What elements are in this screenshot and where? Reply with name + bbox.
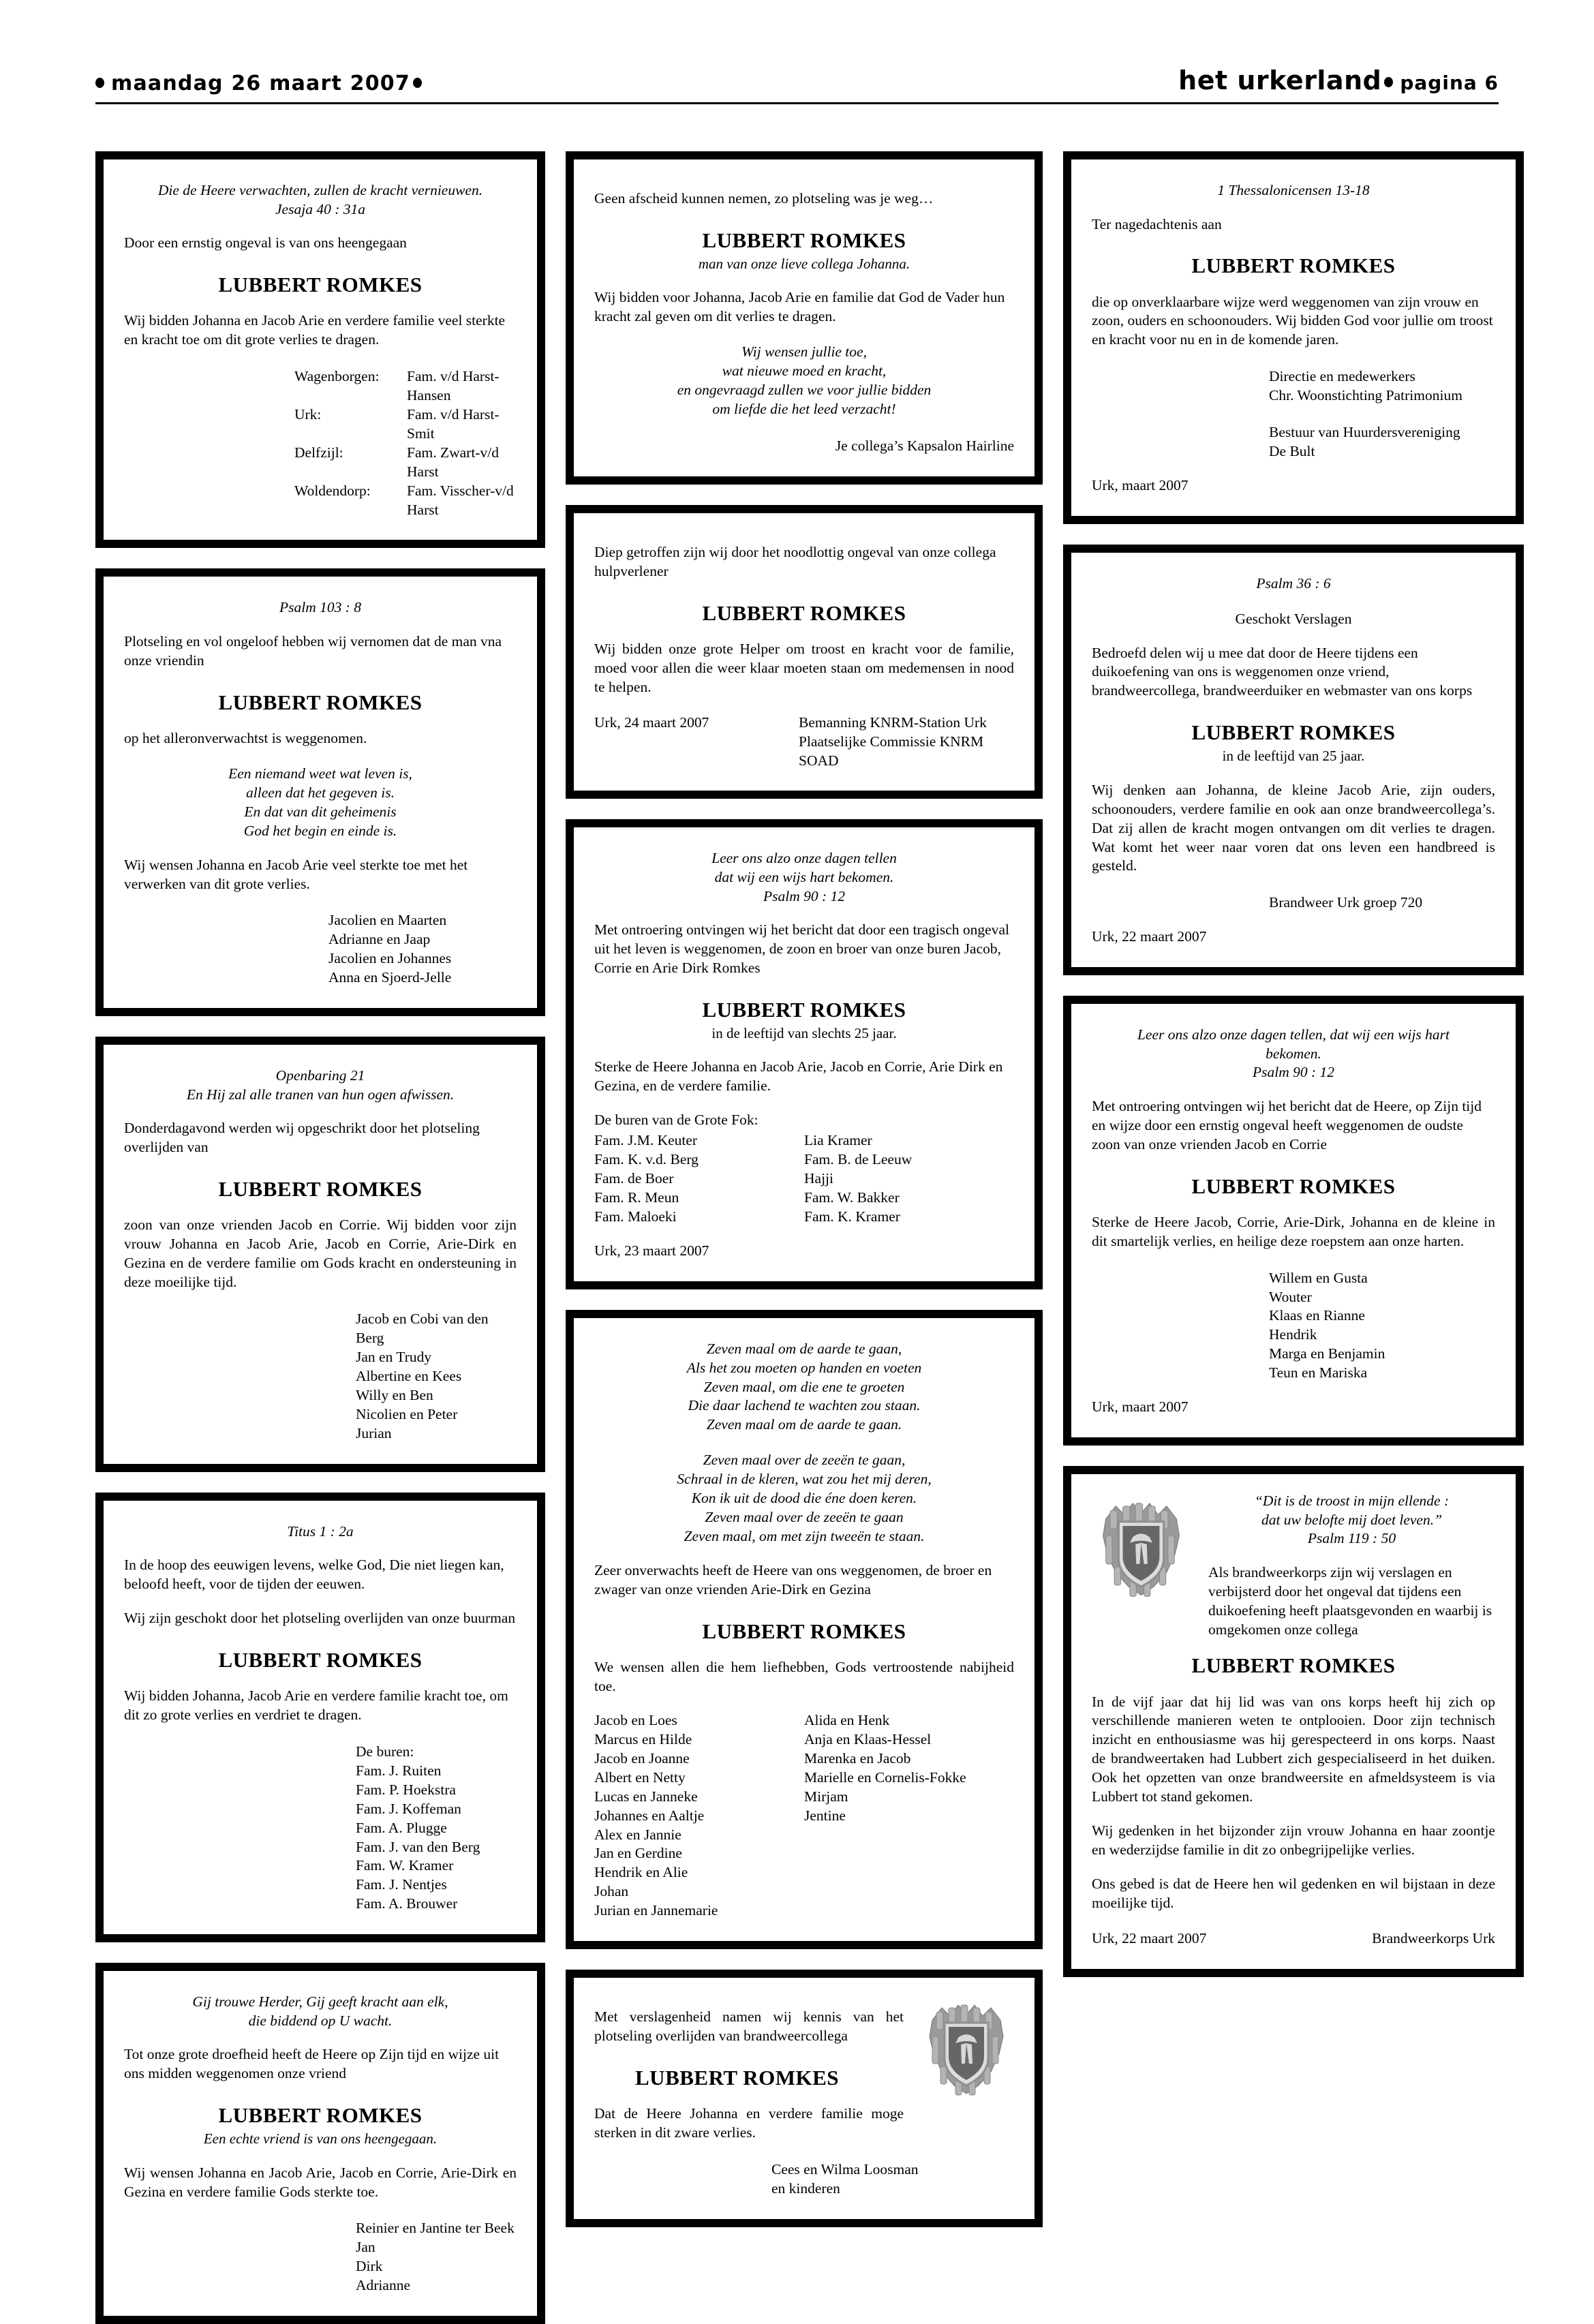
signer-name: Lucas en Janneke (594, 1788, 698, 1805)
signers-right (804, 1711, 1014, 1921)
poem-line: wat nieuwe moed en kracht, (722, 363, 887, 380)
place-date: Urk, 24 maart 2007 (594, 714, 709, 731)
poem-line: Zeven maal over de zeeën te gaan, (703, 1452, 906, 1469)
poem-line: Zeven maal om de aarde te gaan. (706, 1416, 902, 1433)
verse-reference: 1 Thessalonicensen 13-18 (1217, 182, 1370, 198)
poem-line: Die daar lachend te wachten zou staan. (688, 1397, 921, 1414)
fire-brigade-crest-icon (1092, 1492, 1191, 1606)
signers (124, 1310, 517, 1443)
deceased-name: LUBBERT ROMKES (1191, 1653, 1396, 1678)
signer-name: Johan (594, 1883, 629, 1900)
signer-name: Jacob en Cobi van den Berg (356, 1310, 489, 1346)
signer-name: Directie en medewerkers (1269, 368, 1415, 385)
place-date: Urk, 23 maart 2007 (594, 1242, 709, 1259)
intro-text: In de hoop des eeuwigen levens, welke God, Die niet liegen kan, beloofd heeft, voor de tijden der eeuwen. (124, 1557, 504, 1592)
verse-reference: Psalm 90 : 12 (763, 887, 846, 904)
signer-name: De Bult (1269, 443, 1315, 460)
bible-verse (1092, 181, 1495, 200)
place-date: Urk, maart 2007 (1092, 1398, 1189, 1416)
body-text: Wij denken aan Johanna, de kleine Jacob Arie, zijn ouders, schoonouders, verdere familie en ook aan onze brandweercollega’s. Dat zij allen de kracht mogen ontvangen om dit verlies te dragen. Wat komt het weer naar voren dat ons leven een handbreed is gesteld. (1092, 781, 1495, 874)
obituary-card (566, 151, 1043, 485)
signers (1372, 1929, 1495, 1948)
signer-name: Jan (356, 2239, 375, 2256)
obituary-card (566, 819, 1043, 1289)
neighbour-name: Fam. W. Bakker (804, 1189, 900, 1206)
signer-family: Fam. v/d Harst-Hansen (407, 367, 500, 403)
body-line: die op onverklaarbare wijze werd weggenomen van zijn vrouw (1092, 293, 1462, 310)
verse-line: Leer ons alzo onze dagen tellen (711, 850, 897, 867)
bible-verse (594, 849, 1014, 906)
verse-reference: Psalm 36 : 6 (1256, 575, 1331, 592)
neighbours-heading: De buren van de Grote Fok: (594, 1112, 758, 1129)
signer-name: Brandweer Urk groep 720 (1269, 894, 1423, 911)
signer-name: Marcus en Hilde (594, 1730, 692, 1747)
signer-name: Jurian (356, 1424, 392, 1441)
signer-name: Albertine en Kees (356, 1367, 462, 1384)
crest-and-verse (1092, 1492, 1495, 1639)
signer-name: Anja en Klaas-Hessel (804, 1730, 932, 1747)
bullet-dot-icon (1384, 77, 1393, 87)
signer-name: Anna en Sjoerd-Jelle (328, 969, 452, 986)
body-text: Wij bidden Johanna en Jacob Arie en verdere familie veel sterkte en kracht toe om dit grote verlies te dragen. (124, 312, 506, 348)
signers (594, 437, 1014, 456)
verse-line: En Hij zal alle tranen van hun ogen afwissen. (186, 1086, 455, 1103)
signer-name: Plaatselijke Commissie KNRM (799, 733, 984, 750)
poem-line: alleen dat het gegeven is. (246, 784, 395, 801)
signers (1092, 1269, 1495, 1383)
poem-line: God het begin en einde is. (243, 822, 397, 839)
obituary-card (1063, 545, 1524, 975)
intro-text: Met ontroering ontvingen wij het bericht dat de Heere, op Zijn tijd en wijze door een ernstig ongeval heeft weggenomen de oudste zoon van onze vrienden Jacob en Corrie (1092, 1097, 1482, 1152)
intro-text: Met verslagenheid namen wij kennis van het plotseling overlijden van brandweercollega (594, 2008, 904, 2045)
signers-heading: De buren: (356, 1743, 414, 1760)
obituary-card (566, 1310, 1043, 1950)
signer-name: Fam. P. Hoekstra (356, 1781, 456, 1798)
body-text: Wij wensen Johanna en Jacob Arie, Jacob en Corrie, Arie-Dirk en Gezina en verdere familie Gods sterkte toe. (124, 2164, 517, 2200)
masthead (95, 0, 1499, 134)
signer-name: Johannes en Aaltje (594, 1807, 705, 1824)
neighbour-name: Fam. K. v.d. Berg (594, 1150, 699, 1167)
verse-reference: Psalm 119 : 50 (1307, 1530, 1396, 1547)
intro-text: Tot onze grote droefheid heeft de Heere op Zijn tijd en wijze uit ons midden weggenomen onze vriend (124, 2046, 500, 2082)
intro-text: Als brandweerkorps zijn wij verslagen en verbijsterd door het ongeval dat tijdens een duikoefening heeft plaatsgevonden en waarbij is omgekomen onze collega (1208, 1563, 1492, 1638)
poem-line: En dat van dit geheimenis (244, 803, 397, 820)
place-date: Urk, 22 maart 2007 (1092, 928, 1207, 945)
obituary-card (95, 1493, 545, 1943)
body-text: In de vijf jaar dat hij lid was van ons korps heeft hij zich op verschillende manieren weten te ontplooien. Door zijn technisch inzicht en enthousiasme was hij gerespecteerd in ons korps. Naast de brandweertaken had Lubbert zich gespecialiseerd in het duiken. Ook het opzetten van onze brandweersite en afmeldsysteem is via Lubbert tot stand gekomen. (1092, 1693, 1495, 1805)
verse-reference: Titus 1 : 2a (287, 1523, 354, 1540)
intro-text: Donderdagavond werden wij opgeschrikt door het plotseling overlijden van (124, 1120, 480, 1156)
subheading: Geschokt Verslagen (1235, 610, 1352, 627)
poem-line: Wij wensen jullie toe, (741, 343, 867, 361)
signer-name: Chr. Woonstichting Patrimonium (1269, 387, 1462, 404)
intro-text: Door een ernstig ongeval is van ons heengegaan (124, 234, 407, 251)
signer-name: Hendrik en Alie (594, 1864, 688, 1881)
signer-name: Jan en Gerdine (594, 1845, 682, 1862)
masthead-date (95, 72, 429, 95)
poem-line: Als het zou moeten op handen en voeten (686, 1359, 922, 1376)
obituary-card (1063, 996, 1524, 1446)
intro-text: Met ontroering ontvingen wij het bericht dat door een tragisch ongeval uit het leven is weggenomen, de zoon en broer van onze buren Jacob, Corrie en Arie Dirk Romkes (594, 921, 1009, 976)
signer-name: Fam. J. van den Berg (356, 1838, 480, 1855)
poem-line: Zeven maal, om met zijn tweeën te staan. (684, 1528, 925, 1545)
signer-name: Cees en Wilma Loosman (771, 2161, 919, 2178)
signers-list (594, 1711, 1014, 1921)
signer-name: SOAD (799, 752, 839, 769)
signers (124, 2219, 517, 2295)
poem-line: om liefde die het leed verzacht! (712, 401, 896, 418)
body-text: Sterke de Heere Jacob, Corrie, Arie-Dirk, Johanna en de kleine in dit smartelijk verlies, en heilige deze roepstem aan onze harten. (1092, 1213, 1495, 1249)
poem-line: Kon ik uit de dood die éne doen keren. (691, 1490, 917, 1507)
intro-text (594, 189, 1014, 209)
deceased-name: LUBBERT ROMKES (1191, 254, 1396, 278)
signer-name: Je collega’s Kapsalon Hairline (835, 437, 1014, 454)
signer-place: Wagenborgen: (294, 367, 380, 384)
deceased-name: LUBBERT ROMKES (218, 272, 423, 296)
signers (124, 911, 517, 988)
poem (594, 343, 1014, 419)
body-line: in de komende jaren. (1216, 331, 1339, 348)
signer-name: Jacob en Joanne (594, 1749, 690, 1767)
neighbours-left (594, 1131, 804, 1227)
neighbour-name: Fam. de Boer (594, 1169, 674, 1187)
intro-text: Plotseling en vol ongeloof hebben wij vernomen dat de man vna onze vriendin (124, 632, 502, 669)
deceased-name: LUBBERT ROMKES (218, 1647, 423, 1672)
place-date: Urk, maart 2007 (1092, 477, 1189, 494)
poem-line: Zeven maal over de zeeën te gaan (705, 1509, 904, 1526)
deceased-subtitle: Een echte vriend is van ons heengegaan. (203, 2130, 438, 2147)
deceased-name: LUBBERT ROMKES (702, 600, 906, 625)
verse-reference: Openbaring 21 (275, 1067, 365, 1084)
signer-name: Marga en Benjamin (1269, 1345, 1385, 1362)
intro-text: Bedroefd delen wij u mee dat door de Heere tijdens een duikoefening van ons is weggenomen onze vriend, brandweercollega, brandweerduiker en webmaster van ons korps (1092, 644, 1473, 699)
signer-name: Reinier en Jantine ter Beek (356, 2220, 515, 2237)
intro-line: Geen afscheid kunnen nemen, (594, 190, 771, 207)
poem-line: Zeven maal, om die ene te groeten (703, 1378, 905, 1395)
signer-name: Willy en Ben (356, 1386, 433, 1403)
obituary-card (95, 1963, 545, 2324)
signer-name: Jacolien en Maarten (328, 912, 447, 929)
poem-stanza-2 (594, 1451, 1014, 1546)
obituary-card (95, 151, 545, 548)
body-text: We wensen allen die hem liefhebben, Gods vertroostende nabijheid toe. (594, 1659, 1014, 1694)
poem-stanza-1 (594, 1340, 1014, 1435)
neighbour-name: Hajji (804, 1169, 833, 1187)
signer-name: Albert en Netty (594, 1769, 686, 1786)
fire-brigade-crest-icon (919, 1996, 1014, 2103)
neighbours-right (804, 1131, 1014, 1227)
verse-line: dat uw belofte mij doet leven.” (1261, 1511, 1443, 1528)
masthead-date-text: maandag 26 maart 2007 (111, 72, 410, 95)
signers-block-1 (1092, 367, 1495, 406)
bullet-dot-icon (95, 78, 104, 88)
neighbour-name: Fam. B. de Leeuw (804, 1150, 913, 1167)
signer-name: Jurian en Jannemarie (594, 1902, 718, 1919)
verse-reference: Jesaja 40 : 31a (275, 200, 365, 217)
deceased-name: LUBBERT ROMKES (702, 997, 906, 1022)
verse-line: Die de Heere verwachten, zullen de kracht vernieuwen. (157, 182, 483, 198)
signer-name: Jacolien en Johannes (328, 950, 452, 967)
neighbour-name: Fam. J.M. Keuter (594, 1132, 698, 1149)
deceased-name: LUBBERT ROMKES (702, 1619, 906, 1643)
deceased-name: LUBBERT ROMKES (218, 690, 423, 714)
signer-name: en kinderen (771, 2180, 840, 2197)
obituary-card (1063, 151, 1524, 524)
intro-text: Diep getroffen zijn wij door het noodlottig ongeval van onze collega hulpverlener (594, 543, 996, 579)
signer-name: Fam. J. Ruiten (356, 1762, 442, 1779)
bible-verse (1092, 575, 1495, 594)
intro-text: Zeer onverwachts heeft de Heere van ons weggenomen, de broer en zwager van onze vrienden Arie-Dirk en Gezina (594, 1562, 992, 1597)
signer-name: Fam. J. Koffeman (356, 1800, 461, 1817)
body-text: op het alleronverwachtst is weggenomen. (124, 729, 367, 746)
bible-verse (124, 1523, 517, 1542)
bible-verse (1092, 1026, 1495, 1082)
bible-verse (124, 598, 517, 617)
bible-verse (124, 1067, 517, 1104)
signer-place: Urk: (294, 406, 322, 423)
body-text: Sterke de Heere Johanna en Jacob Arie, Jacob en Corrie, Arie Dirk en Gezina, en de verdere familie. (594, 1058, 1003, 1095)
column-2 (566, 151, 1043, 2227)
signer-name: Nicolien en Peter (356, 1405, 458, 1422)
masthead-rule (95, 102, 1499, 104)
signer-name: Hendrik (1269, 1326, 1317, 1343)
obituary-card (95, 568, 545, 1016)
page-number: pagina 6 (1400, 72, 1499, 94)
signer-name: Wouter (1269, 1288, 1312, 1305)
masthead-paper (1178, 65, 1499, 95)
deceased-name: LUBBERT ROMKES (218, 2103, 423, 2128)
deceased-name: LUBBERT ROMKES (702, 228, 906, 252)
body-text: Wij bidden voor Johanna, Jacob Arie en familie dat God de Vader hun kracht zal geven om dit verlies te dragen. (594, 289, 1005, 325)
bible-verse (1208, 1492, 1495, 1548)
verse-line: “Dit is de troost in mijn ellende : (1254, 1493, 1450, 1510)
column-3 (1063, 151, 1524, 1977)
signers (594, 2160, 1014, 2199)
verse-line: bekomen. (1266, 1045, 1321, 1062)
signer-family: Fam. v/d Harst-Smit (407, 406, 500, 442)
signer-name: Teun en Mariska (1269, 1364, 1368, 1381)
obituary-card (1063, 1466, 1524, 1977)
intro-text-2: Wij zijn geschokt door het plotseling overlijden van onze buurman (124, 1609, 516, 1626)
deceased-name: LUBBERT ROMKES (1191, 720, 1396, 745)
signer-name: Mirjam (804, 1788, 848, 1805)
poem-line: Een niemand weet wat leven is, (228, 765, 412, 782)
deceased-age: in de leeftijd van slechts 25 jaar. (711, 1024, 897, 1041)
signer-name: Fam. W. Kramer (356, 1857, 454, 1874)
signer-row (294, 482, 517, 520)
deceased-subtitle: man van onze lieve collega Johanna. (698, 256, 910, 273)
signers (124, 1743, 517, 1914)
deceased-name: LUBBERT ROMKES (1191, 1174, 1396, 1198)
signers-left (594, 1711, 804, 1921)
verse-line: Gij trouwe Herder, Gij geeft kracht aan elk, (192, 1993, 448, 2010)
signer-name: Klaas en Rianne (1269, 1307, 1365, 1324)
obituary-card (95, 1037, 545, 1471)
signers-footer (1092, 1929, 1495, 1948)
bullet-dot-icon (413, 78, 422, 88)
signer-name: Alida en Henk (804, 1711, 890, 1728)
signer-name: Willem en Gusta (1269, 1269, 1368, 1286)
signers (799, 714, 1014, 771)
signer-row (294, 444, 517, 482)
signer-name: Fam. J. Nentjes (356, 1876, 447, 1893)
signer-row (294, 367, 517, 406)
neighbour-name: Lia Kramer (804, 1132, 872, 1149)
body-line: Wij bidden God voor jullie om troost en kracht voor nu en (1092, 312, 1493, 348)
verse-and-intro (1208, 1492, 1495, 1639)
signers (1092, 893, 1495, 913)
deceased-name: LUBBERT ROMKES (218, 1177, 423, 1202)
signer-name: Jentine (804, 1807, 846, 1824)
bible-verse (124, 181, 517, 219)
signer-name: Bestuur van Huurdersvereniging (1269, 424, 1460, 441)
neighbour-name: Fam. K. Kramer (804, 1208, 900, 1225)
body-text (1092, 293, 1495, 350)
body-text: Dat de Heere Johanna en verdere familie moge sterken in dit zware verlies. (594, 2105, 904, 2141)
signer-family: Fam. Zwart-v/d Harst (407, 444, 499, 480)
verse-reference: Psalm 90 : 12 (1252, 1064, 1335, 1081)
neighbours-list (594, 1131, 1014, 1227)
signer-name: Marenka en Jacob (804, 1749, 911, 1767)
place-date: Urk, 22 maart 2007 (1092, 1929, 1207, 1946)
signer-name: Marielle en Cornelis-Fokke (804, 1769, 966, 1786)
body-text: Wij bidden Johanna, Jacob Arie en verdere familie kracht toe, om dit zo grote verlies en verdriet te dragen. (124, 1687, 508, 1723)
neighbour-name: Fam. Maloeki (594, 1208, 677, 1225)
poem-line: Zeven maal om de aarde te gaan, (706, 1340, 902, 1357)
intro-text: Ter nagedachtenis aan (1092, 215, 1222, 232)
poem-line: en ongevraagd zullen we voor jullie bidden (677, 382, 932, 399)
body-text: zoon van onze vrienden Jacob en Corrie. Wij bidden voor zijn vrouw Johanna en Jacob Arie, Jacob en Corrie, Arie-Dirk en Gezina en de verdere familie om Gods kracht en ondersteuning in deze moeilijke tijd. (124, 1217, 517, 1291)
signers-footer (594, 714, 1014, 771)
body-text: Wij wensen Johanna en Jacob Arie veel sterkte toe met het verwerken van dit grote verlies. (124, 856, 468, 892)
obituary-columns (95, 151, 1499, 2324)
signer-name: Adrianne en Jaap (328, 931, 431, 948)
paper-title: het urkerland (1178, 65, 1382, 95)
column-1 (95, 151, 545, 2324)
poem (124, 765, 517, 841)
body-line: en zoon, ouders en schoonouders. (1092, 293, 1479, 329)
signer-name: Dirk (356, 2258, 383, 2275)
signer-name: Fam. A. Plugge (356, 1819, 447, 1836)
deceased-age: in de leeftijd van 25 jaar. (1222, 748, 1365, 765)
signer-name: Jacob en Loes (594, 1711, 677, 1728)
body-text-3: Ons gebed is dat de Heere hen wil gedenken en wil bijstaan in deze moeilijke tijd. (1092, 1876, 1495, 1911)
signer-row (294, 406, 517, 444)
signers-block-2 (1092, 423, 1495, 461)
bible-verse (124, 1993, 517, 2030)
obituary-card (566, 505, 1043, 799)
body-text: Wij bidden onze grote Helper om troost en kracht voor de familie, moed voor allen die weer klaar moeten staan om medemensen in nood te helpen. (594, 640, 1014, 695)
signer-rows (124, 367, 517, 520)
signer-name: Alex en Jannie (594, 1826, 681, 1843)
signer-name: Fam. A. Brouwer (356, 1895, 458, 1912)
poem-line: Schraal in de kleren, wat zou het mij deren, (677, 1471, 932, 1488)
deceased-name: LUBBERT ROMKES (635, 2066, 840, 2090)
signer-name: Adrianne (356, 2277, 410, 2294)
signer-name: Bemanning KNRM-Station Urk (799, 714, 987, 731)
signer-family: Fam. Visscher-v/d Harst (407, 482, 514, 518)
verse-line: Leer ons alzo onze dagen tellen, dat wij een wijs hart (1137, 1026, 1450, 1043)
verse-reference: Psalm 103 : 8 (279, 599, 362, 616)
obituary-card (566, 1970, 1043, 2227)
signer-place: Woldendorp: (294, 482, 371, 499)
signer-name: Jan en Trudy (356, 1348, 432, 1365)
signer-name: Brandweerkorps Urk (1372, 1929, 1495, 1946)
body-text-2: Wij gedenken in het bijzonder zijn vrouw Johanna en haar zoontje en wederzijdse familie in dit zo onbegrijpelijke verlies. (1092, 1822, 1495, 1859)
verse-line: die biddend op U wacht. (248, 2012, 393, 2029)
verse-line: dat wij een wijs hart bekomen. (714, 869, 894, 885)
intro-line: zo plotseling was je weg… (774, 190, 934, 207)
neighbour-name: Fam. R. Meun (594, 1189, 679, 1206)
signer-place: Delfzijl: (294, 444, 343, 461)
